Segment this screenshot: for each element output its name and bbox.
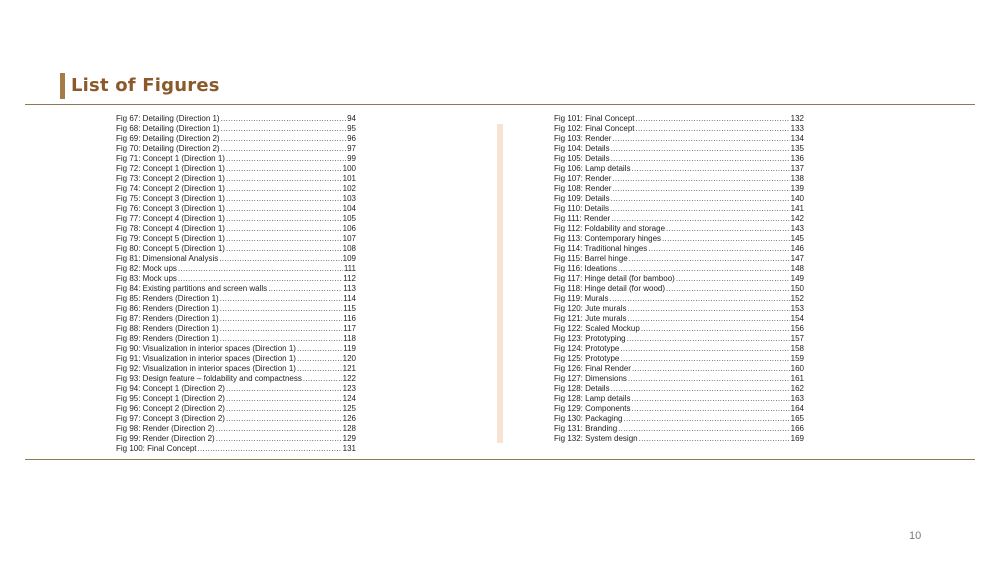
figure-entry bbox=[554, 184, 804, 194]
figure-page-number: 113 bbox=[343, 284, 356, 293]
figure-list-right bbox=[554, 114, 804, 444]
figure-page-number: 164 bbox=[790, 404, 804, 413]
figure-entry bbox=[116, 144, 356, 154]
dot-leader bbox=[636, 114, 790, 124]
figure-page-number: 169 bbox=[790, 434, 804, 443]
dot-leader bbox=[226, 234, 342, 244]
dot-leader bbox=[226, 204, 342, 214]
dot-leader bbox=[297, 364, 342, 374]
figure-page-number: 99 bbox=[347, 154, 356, 163]
figure-label: Fig 70: Detailing (Direction 2) bbox=[116, 144, 220, 153]
dot-leader bbox=[221, 124, 346, 134]
figure-page-number: 165 bbox=[790, 414, 804, 423]
figure-label: Fig 101: Final Concept bbox=[554, 114, 635, 123]
figure-entry bbox=[116, 444, 356, 454]
figure-entry bbox=[554, 234, 804, 244]
figure-page-number: 152 bbox=[790, 294, 804, 303]
dot-leader bbox=[627, 314, 789, 324]
figure-page-number: 136 bbox=[790, 154, 804, 163]
figure-entry bbox=[554, 284, 804, 294]
figure-entry bbox=[554, 274, 804, 284]
figure-page-number: 120 bbox=[342, 354, 356, 363]
dot-leader bbox=[216, 434, 342, 444]
figure-page-number: 148 bbox=[790, 264, 804, 273]
figure-entry bbox=[554, 254, 804, 264]
dot-leader bbox=[610, 294, 790, 304]
figure-label: Fig 72: Concept 1 (Direction 1) bbox=[116, 164, 225, 173]
figure-entry bbox=[554, 224, 804, 234]
bottom-rule bbox=[25, 459, 975, 460]
figure-label: Fig 79: Concept 5 (Direction 1) bbox=[116, 234, 225, 243]
figure-entry bbox=[116, 434, 356, 444]
dot-leader bbox=[666, 224, 790, 234]
figure-entry bbox=[554, 154, 804, 164]
figure-entry bbox=[116, 174, 356, 184]
dot-leader bbox=[611, 154, 790, 164]
figure-label: Fig 71: Concept 1 (Direction 1) bbox=[116, 154, 225, 163]
dot-leader bbox=[612, 174, 789, 184]
figure-entry bbox=[116, 324, 356, 334]
figure-label: Fig 110: Details bbox=[554, 204, 609, 213]
figure-entry bbox=[116, 404, 356, 414]
figure-page-number: 166 bbox=[790, 424, 804, 433]
dot-leader bbox=[620, 354, 789, 364]
dot-leader bbox=[632, 164, 790, 174]
figure-label: Fig 85: Renders (Direction 1) bbox=[116, 294, 219, 303]
figure-label: Fig 67: Detailing (Direction 1) bbox=[116, 114, 220, 123]
figure-label: Fig 78: Concept 4 (Direction 1) bbox=[116, 224, 225, 233]
dot-leader bbox=[618, 264, 790, 274]
figure-label: Fig 91: Visualization in interior spaces (Direction 1) bbox=[116, 354, 296, 363]
figure-page-number: 141 bbox=[790, 204, 804, 213]
figure-label: Fig 118: Hinge detail (for wood) bbox=[554, 284, 666, 293]
figure-entry bbox=[116, 204, 356, 214]
dot-leader bbox=[221, 114, 346, 124]
figure-page-number: 118 bbox=[343, 334, 356, 343]
figure-label: Fig 90: Visualization in interior spaces (Direction 1) bbox=[116, 344, 296, 353]
figure-label: Fig 95: Concept 1 (Direction 2) bbox=[116, 394, 225, 403]
figure-entry bbox=[554, 214, 804, 224]
figure-entry bbox=[116, 124, 356, 134]
dot-leader bbox=[610, 204, 790, 214]
figure-entry bbox=[116, 234, 356, 244]
figure-label: Fig 86: Renders (Direction 1) bbox=[116, 304, 219, 313]
figure-label: Fig 113: Contemporary hinges bbox=[554, 234, 662, 243]
dot-leader bbox=[198, 444, 342, 454]
figure-page-number: 158 bbox=[790, 344, 804, 353]
figure-label: Fig 126: Final Render bbox=[554, 364, 631, 373]
figure-page-number: 109 bbox=[342, 254, 356, 263]
figure-entry bbox=[554, 144, 804, 154]
figure-entry bbox=[116, 374, 356, 384]
page-number: 10 bbox=[909, 530, 922, 542]
dot-leader bbox=[226, 154, 346, 164]
figure-label: Fig 112: Foldability and storage bbox=[554, 224, 666, 233]
dot-leader bbox=[627, 304, 789, 314]
figure-label: Fig 75: Concept 3 (Direction 1) bbox=[116, 194, 225, 203]
figure-label: Fig 80: Concept 5 (Direction 1) bbox=[116, 244, 225, 253]
figure-entry bbox=[554, 404, 804, 414]
figure-entry bbox=[554, 324, 804, 334]
dot-leader bbox=[618, 424, 789, 434]
dot-leader bbox=[639, 434, 790, 444]
figure-entry bbox=[116, 354, 356, 364]
figure-entry bbox=[116, 334, 356, 344]
figure-page-number: 107 bbox=[342, 234, 356, 243]
figure-page-number: 128 bbox=[342, 424, 356, 433]
figure-page-number: 126 bbox=[342, 414, 356, 423]
dot-leader bbox=[220, 294, 343, 304]
figure-page-number: 149 bbox=[790, 274, 804, 283]
dot-leader bbox=[226, 414, 342, 424]
figure-label: Fig 76: Concept 3 (Direction 1) bbox=[116, 204, 225, 213]
figure-label: Fig 116: Ideations bbox=[554, 264, 618, 273]
dot-leader bbox=[676, 274, 790, 284]
figure-label: Fig 122: Scaled Mockup bbox=[554, 324, 640, 333]
figure-page-number: 114 bbox=[343, 294, 356, 303]
dot-leader bbox=[226, 194, 342, 204]
figure-entry bbox=[116, 244, 356, 254]
figure-label: Fig 87: Renders (Direction 1) bbox=[116, 314, 219, 323]
dot-leader bbox=[226, 224, 342, 234]
figure-entry bbox=[554, 114, 804, 124]
dot-leader bbox=[220, 304, 343, 314]
figure-entry bbox=[116, 274, 356, 284]
dot-leader bbox=[636, 124, 790, 134]
dot-leader bbox=[226, 184, 342, 194]
figure-label: Fig 96: Concept 2 (Direction 2) bbox=[116, 404, 225, 413]
figure-page-number: 162 bbox=[790, 384, 804, 393]
title-accent-bar bbox=[60, 73, 65, 99]
figure-entry bbox=[554, 294, 804, 304]
figure-entry bbox=[554, 394, 804, 404]
figure-label: Fig 100: Final Concept bbox=[116, 444, 197, 453]
dot-leader bbox=[226, 174, 342, 184]
figure-page-number: 154 bbox=[790, 314, 804, 323]
dot-leader bbox=[611, 144, 790, 154]
figure-page-number: 123 bbox=[342, 384, 356, 393]
dot-leader bbox=[620, 344, 789, 354]
figure-page-number: 160 bbox=[790, 364, 804, 373]
dot-leader bbox=[628, 374, 790, 384]
figure-label: Fig 89: Renders (Direction 1) bbox=[116, 334, 219, 343]
dot-leader bbox=[221, 134, 346, 144]
dot-leader bbox=[611, 214, 789, 224]
figure-page-number: 105 bbox=[342, 214, 356, 223]
dot-leader bbox=[221, 144, 346, 154]
figure-entry bbox=[116, 114, 356, 124]
dot-leader bbox=[226, 384, 342, 394]
figure-page-number: 101 bbox=[342, 174, 356, 183]
top-rule bbox=[25, 104, 975, 105]
figure-label: Fig 82: Mock ups bbox=[116, 264, 177, 273]
figure-page-number: 104 bbox=[342, 204, 356, 213]
dot-leader bbox=[178, 264, 343, 274]
figure-entry bbox=[116, 424, 356, 434]
figure-label: Fig 128: Details bbox=[554, 384, 610, 393]
figure-label: Fig 127: Dimensions bbox=[554, 374, 627, 383]
figure-entry bbox=[116, 134, 356, 144]
dot-leader bbox=[226, 244, 342, 254]
figure-entry bbox=[116, 414, 356, 424]
dot-leader bbox=[220, 334, 343, 344]
figure-entry bbox=[116, 254, 356, 264]
dot-leader bbox=[297, 354, 342, 364]
figure-entry bbox=[116, 384, 356, 394]
figure-entry bbox=[554, 334, 804, 344]
figure-label: Fig 114: Traditional hinges bbox=[554, 244, 648, 253]
figure-label: Fig 73: Concept 2 (Direction 1) bbox=[116, 174, 225, 183]
figure-page-number: 96 bbox=[347, 134, 356, 143]
figure-label: Fig 103: Render bbox=[554, 134, 612, 143]
figure-entry bbox=[554, 354, 804, 364]
figure-page-number: 132 bbox=[790, 114, 804, 123]
figure-label: Fig 107: Render bbox=[554, 174, 612, 183]
figure-page-number: 122 bbox=[342, 374, 356, 383]
figure-label: Fig 130: Packaging bbox=[554, 414, 623, 423]
figure-page-number: 129 bbox=[342, 434, 356, 443]
figure-entry bbox=[116, 184, 356, 194]
figure-entry bbox=[554, 384, 804, 394]
figure-entry bbox=[554, 164, 804, 174]
figure-label: Fig 84: Existing partitions and screen walls bbox=[116, 284, 268, 293]
figure-label: Fig 115: Barrel hinge bbox=[554, 254, 628, 263]
figure-page-number: 163 bbox=[790, 394, 804, 403]
figure-page-number: 147 bbox=[790, 254, 804, 263]
figure-label: Fig 97: Concept 3 (Direction 2) bbox=[116, 414, 225, 423]
figure-page-number: 95 bbox=[347, 124, 356, 133]
figure-entry bbox=[116, 394, 356, 404]
dot-leader bbox=[612, 134, 789, 144]
dot-leader bbox=[611, 194, 790, 204]
dot-leader bbox=[303, 374, 342, 384]
figure-entry bbox=[554, 414, 804, 424]
figure-page-number: 153 bbox=[790, 304, 804, 313]
figure-entry bbox=[116, 224, 356, 234]
figure-entry bbox=[116, 154, 356, 164]
figure-label: Fig 129: Components bbox=[554, 404, 631, 413]
page-title: List of Figures bbox=[71, 75, 220, 96]
figure-page-number: 124 bbox=[342, 394, 356, 403]
figure-label: Fig 102: Final Concept bbox=[554, 124, 635, 133]
figure-page-number: 119 bbox=[343, 344, 356, 353]
figure-page-number: 112 bbox=[343, 274, 356, 283]
figure-entry bbox=[554, 134, 804, 144]
figure-page-number: 137 bbox=[790, 164, 804, 173]
figure-entry bbox=[554, 374, 804, 384]
figure-entry bbox=[116, 264, 356, 274]
figure-label: Fig 111: Render bbox=[554, 214, 611, 223]
figure-page-number: 135 bbox=[790, 144, 804, 153]
dot-leader bbox=[612, 184, 789, 194]
figure-label: Fig 120: Jute murals bbox=[554, 304, 627, 313]
figure-page-number: 133 bbox=[790, 124, 804, 133]
figure-label: Fig 68: Detailing (Direction 1) bbox=[116, 124, 220, 133]
figure-entry bbox=[116, 314, 356, 324]
figure-page-number: 94 bbox=[347, 114, 356, 123]
figure-entry bbox=[116, 344, 356, 354]
figure-list-left bbox=[116, 114, 356, 454]
figure-page-number: 156 bbox=[790, 324, 804, 333]
figure-page-number: 142 bbox=[790, 214, 804, 223]
figure-page-number: 103 bbox=[342, 194, 356, 203]
figure-label: Fig 108: Render bbox=[554, 184, 612, 193]
dot-leader bbox=[648, 244, 789, 254]
figure-label: Fig 83: Mock ups bbox=[116, 274, 177, 283]
dot-leader bbox=[624, 414, 790, 424]
figure-page-number: 97 bbox=[347, 144, 356, 153]
figure-page-number: 140 bbox=[790, 194, 804, 203]
figure-entry bbox=[116, 214, 356, 224]
dot-leader bbox=[226, 164, 342, 174]
figure-label: Fig 125: Prototype bbox=[554, 354, 620, 363]
figure-label: Fig 104: Details bbox=[554, 144, 610, 153]
figure-label: Fig 128: Lamp details bbox=[554, 394, 631, 403]
figure-page-number: 102 bbox=[342, 184, 356, 193]
figure-page-number: 121 bbox=[342, 364, 356, 373]
figure-label: Fig 69: Detailing (Direction 2) bbox=[116, 134, 220, 143]
figure-label: Fig 74: Concept 2 (Direction 1) bbox=[116, 184, 225, 193]
dot-leader bbox=[226, 394, 342, 404]
figure-label: Fig 81: Dimensional Analysis bbox=[116, 254, 219, 263]
dot-leader bbox=[219, 254, 341, 264]
dot-leader bbox=[632, 364, 790, 374]
figure-page-number: 106 bbox=[342, 224, 356, 233]
figure-page-number: 145 bbox=[790, 234, 804, 243]
dot-leader bbox=[226, 214, 342, 224]
dot-leader bbox=[216, 424, 342, 434]
dot-leader bbox=[666, 284, 790, 294]
figure-entry bbox=[116, 164, 356, 174]
figure-entry bbox=[554, 124, 804, 134]
dot-leader bbox=[627, 334, 790, 344]
figure-label: Fig 119: Murals bbox=[554, 294, 609, 303]
figure-page-number: 150 bbox=[790, 284, 804, 293]
figure-label: Fig 109: Details bbox=[554, 194, 610, 203]
figure-page-number: 159 bbox=[790, 354, 804, 363]
figure-page-number: 108 bbox=[342, 244, 356, 253]
figure-entry bbox=[116, 284, 356, 294]
figure-page-number: 146 bbox=[790, 244, 804, 253]
figure-entry bbox=[554, 364, 804, 374]
figure-label: Fig 92: Visualization in interior spaces (Direction 1) bbox=[116, 364, 296, 373]
figure-entry bbox=[116, 364, 356, 374]
figure-label: Fig 124: Prototype bbox=[554, 344, 620, 353]
figure-label: Fig 131: Branding bbox=[554, 424, 618, 433]
figure-entry bbox=[554, 244, 804, 254]
dot-leader bbox=[662, 234, 790, 244]
figure-entry bbox=[554, 304, 804, 314]
dot-leader bbox=[220, 324, 343, 334]
figure-entry bbox=[554, 424, 804, 434]
figure-entry bbox=[116, 194, 356, 204]
figure-label: Fig 93: Design feature – foldability and compactness bbox=[116, 374, 302, 383]
figure-label: Fig 99: Render (Direction 2) bbox=[116, 434, 215, 443]
dot-leader bbox=[632, 404, 790, 414]
dot-leader bbox=[226, 404, 342, 414]
dot-leader bbox=[268, 284, 342, 294]
figure-page-number: 157 bbox=[790, 334, 804, 343]
dot-leader bbox=[632, 394, 790, 404]
figure-page-number: 115 bbox=[343, 304, 356, 313]
dot-leader bbox=[611, 384, 790, 394]
figure-page-number: 131 bbox=[342, 444, 356, 453]
dot-leader bbox=[297, 344, 342, 354]
figure-entry bbox=[554, 204, 804, 214]
figure-label: Fig 77: Concept 4 (Direction 1) bbox=[116, 214, 225, 223]
figure-entry bbox=[554, 434, 804, 444]
figure-label: Fig 106: Lamp details bbox=[554, 164, 631, 173]
figure-page-number: 161 bbox=[790, 374, 804, 383]
figure-page-number: 111 bbox=[343, 264, 356, 273]
figure-label: Fig 88: Renders (Direction 1) bbox=[116, 324, 219, 333]
figure-page-number: 100 bbox=[342, 164, 356, 173]
figure-page-number: 134 bbox=[790, 134, 804, 143]
figure-label: Fig 105: Details bbox=[554, 154, 610, 163]
figure-page-number: 139 bbox=[790, 184, 804, 193]
figure-page-number: 117 bbox=[343, 324, 356, 333]
dot-leader bbox=[629, 254, 790, 264]
figure-entry bbox=[554, 344, 804, 354]
figure-page-number: 143 bbox=[790, 224, 804, 233]
figure-entry bbox=[116, 304, 356, 314]
figure-entry bbox=[554, 194, 804, 204]
figure-page-number: 116 bbox=[343, 314, 356, 323]
figure-label: Fig 121: Jute murals bbox=[554, 314, 627, 323]
figure-label: Fig 132: System design bbox=[554, 434, 638, 443]
column-divider bbox=[497, 124, 503, 443]
figure-label: Fig 123: Prototyping bbox=[554, 334, 626, 343]
figure-entry bbox=[116, 294, 356, 304]
figure-label: Fig 98: Render (Direction 2) bbox=[116, 424, 215, 433]
figure-label: Fig 117: Hinge detail (for bamboo) bbox=[554, 274, 675, 283]
figure-entry bbox=[554, 314, 804, 324]
dot-leader bbox=[220, 314, 343, 324]
figure-entry bbox=[554, 174, 804, 184]
figure-entry bbox=[554, 264, 804, 274]
dot-leader bbox=[641, 324, 790, 334]
dot-leader bbox=[178, 274, 342, 284]
figure-page-number: 138 bbox=[790, 174, 804, 183]
figure-page-number: 125 bbox=[342, 404, 356, 413]
figure-label: Fig 94: Concept 1 (Direction 2) bbox=[116, 384, 225, 393]
